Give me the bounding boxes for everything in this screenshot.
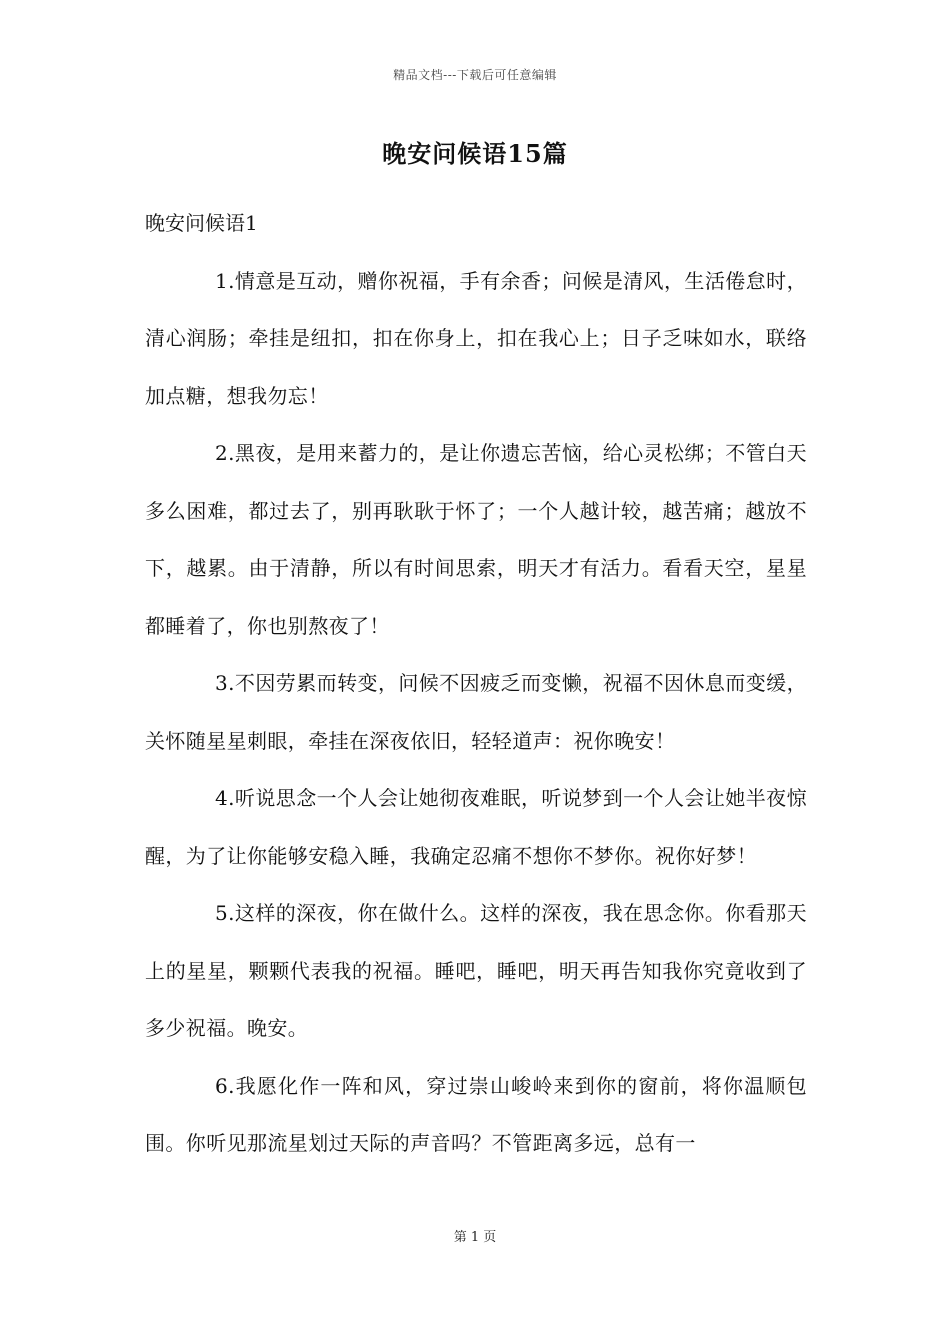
page-number: 第 1 页 [453, 1230, 497, 1245]
paragraph-3: 3.不因劳累而转变，问候不因疲乏而变懒，祝福不因休息而变缓，关怀随星星刺眼，牵挂在深夜依旧，轻轻道声：祝你晚安！ [145, 671, 807, 753]
paragraph-5: 5.这样的深夜，你在做什么。这样的深夜，我在思念你。你看那天上的星星，颗颗代表我的祝福。睡吧，睡吧，明天再告知我你究竟收到了多少祝福。晚安。 [145, 901, 807, 1040]
running-header: 精品文档---下载后可任意编辑 [393, 68, 557, 82]
paragraph-6: 6.我愿化作一阵和风，穿过崇山峻岭来到你的窗前，将你温顺包围。你听见那流星划过天际的声音吗？不管距离多远，总有一 [145, 1073, 807, 1155]
paragraph-4: 4.听说思念一个人会让她彻夜难眠，听说梦到一个人会让她半夜惊醒，为了让你能够安稳入睡，我确定忍痛不想你不梦你。祝你好梦！ [145, 786, 807, 868]
section-heading: 晚安问候语1 [145, 211, 258, 235]
document-body [145, 195, 807, 1173]
paragraph-1: 1.情意是互动，赠你祝福，手有余香；问候是清风，生活倦怠时，清心润肠；牵挂是纽扣，扣在你身上，扣在我心上；日子乏味如水，联络加点糖，想我勿忘！ [145, 268, 807, 408]
paragraph-2: 2.黑夜，是用来蓄力的，是让你遗忘苦恼，给心灵松绑；不管白天多么困难，都过去了，别再耿耿于怀了；一个人越计较，越苦痛；越放不下，越累。由于清静，所以有时间思索，明天才有活力。看看天空，星星都睡着了，你也别熬夜了！ [145, 441, 807, 638]
document-title: 晚安问候语15篇 [382, 139, 568, 168]
